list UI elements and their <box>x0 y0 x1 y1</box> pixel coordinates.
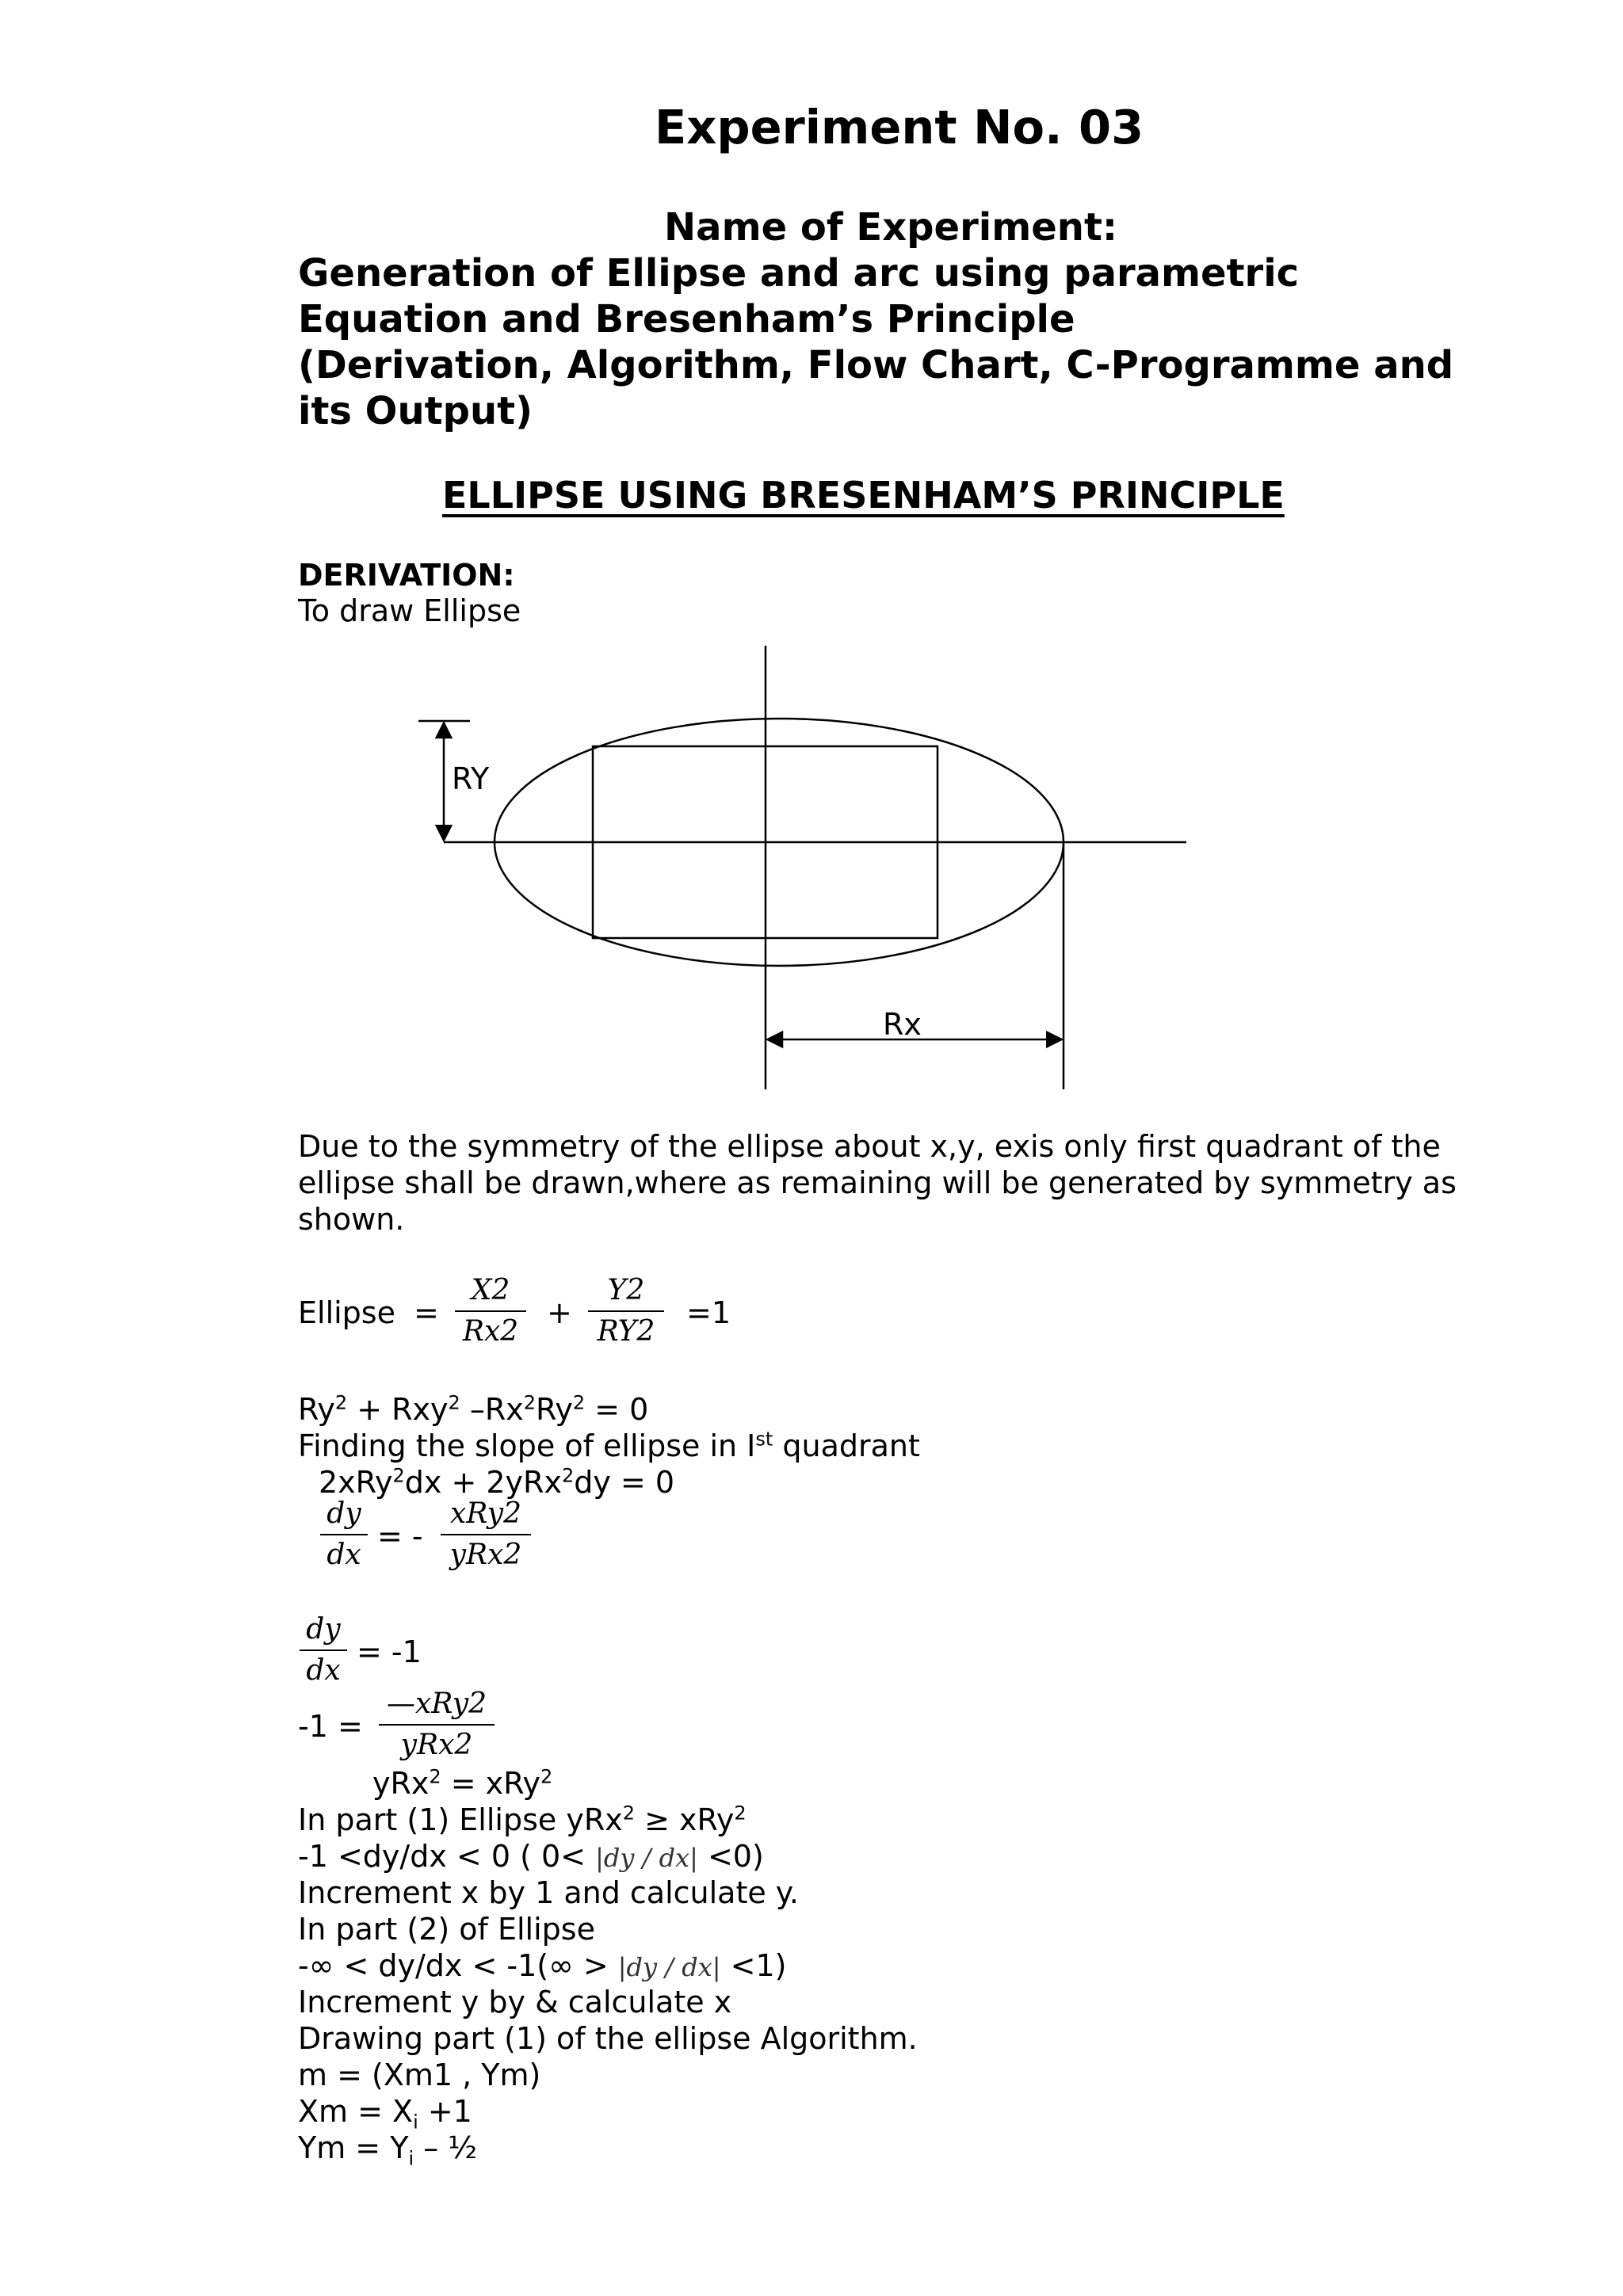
part-two-line: In part (2) of Ellipse <box>298 1912 595 1947</box>
paragraph-line-3: shown. <box>298 1202 405 1237</box>
fraction-denominator: Rx2 <box>462 1315 519 1348</box>
derivation-label: DERIVATION: <box>298 558 515 593</box>
ry-label: RY <box>452 761 490 796</box>
fraction-denominator: RY2 <box>597 1315 655 1348</box>
experiment-name-line-4: its Output) <box>298 389 533 433</box>
fraction-numerator: X2 <box>471 1274 510 1306</box>
name-of-experiment-label: Name of Experiment: <box>664 205 1118 250</box>
increment-x-line: Increment x by 1 and calculate y. <box>298 1875 799 1910</box>
dy-dx-fraction-2: dy dx <box>300 1611 347 1689</box>
xm-line: $Xm = X_i +1$ <box>298 2094 472 2134</box>
rx-label: Rx <box>883 1007 922 1042</box>
part-one-range: -1 <dy/dx < 0 ( 0< |dy / dx| <0) <box>298 1839 764 1874</box>
minus-one-equals: -1 = <box>298 1709 363 1744</box>
ellipse-eq-label: Ellipse <box>298 1295 395 1330</box>
drawing-part-one-line: Drawing part (1) of the ellipse Algorithm. <box>298 2021 918 2056</box>
negative-slope-fraction: —xRy2 yRx2 <box>379 1686 495 1764</box>
midpoint-line: m = (Xm1 , Ym) <box>298 2058 541 2092</box>
dy-dx-fraction: dy dx <box>320 1496 368 1573</box>
differentiated-equation: 2xRy$^2$dx + 2yRx$^2$dy = 0 <box>319 1464 675 1500</box>
ellipse-diagram <box>0 0 1623 1109</box>
slope-fraction: xRy2 yRx2 <box>441 1496 531 1573</box>
ellipse-eq-equals: = <box>414 1295 439 1330</box>
ellipse-eq-rhs: =1 <box>686 1295 731 1330</box>
paragraph-line-1: Due to the symmetry of the ellipse about x,y, exis only first quadrant of the <box>298 1129 1441 1164</box>
slope-line: Finding the slope of ellipse in Ist quadrant <box>298 1428 920 1463</box>
ellipse-fraction-x <box>455 1272 526 1350</box>
slope-equals-minus: = - <box>377 1519 423 1554</box>
fraction-numerator: Y2 <box>607 1274 645 1306</box>
experiment-title: Experiment No. 03 <box>655 100 1144 154</box>
draw-caption: To draw Ellipse <box>298 593 521 628</box>
ym-line: $Ym = Y_i$ – ½ <box>298 2130 478 2170</box>
experiment-name-line-3: (Derivation, Algorithm, Flow Chart, C-Programme and <box>298 343 1454 387</box>
increment-y-line: Increment y by & calculate x <box>298 1985 732 2019</box>
ellipse-eq-plus: + <box>547 1295 572 1330</box>
boundary-equation: yRx$^2$ = xRy$^2$ <box>372 1765 553 1801</box>
section-heading: ELLIPSE USING BRESENHAM’S PRINCIPLE <box>442 474 1285 517</box>
experiment-name-line-2: Equation and Bresenham’s Principle <box>298 297 1075 341</box>
slope-equals-minus-one: = -1 <box>357 1634 422 1669</box>
ellipse-fraction-y <box>588 1272 664 1350</box>
experiment-name-line-1: Generation of Ellipse and arc using parametric <box>298 251 1300 296</box>
part-one-condition: In part (1) Ellipse yRx$^2$ ≥ xRy$^2$ <box>298 1802 747 1837</box>
equation-expanded: $Ry^2 + Rxy^2$ $-Rx^2Ry^2 = 0$ <box>298 1391 649 1427</box>
paragraph-line-2: ellipse shall be drawn,where as remaining will be generated by symmetry as <box>298 1165 1457 1200</box>
part-two-range: -∞ < dy/dx < -1(∞ > |dy / dx| <1) <box>298 1948 787 1983</box>
